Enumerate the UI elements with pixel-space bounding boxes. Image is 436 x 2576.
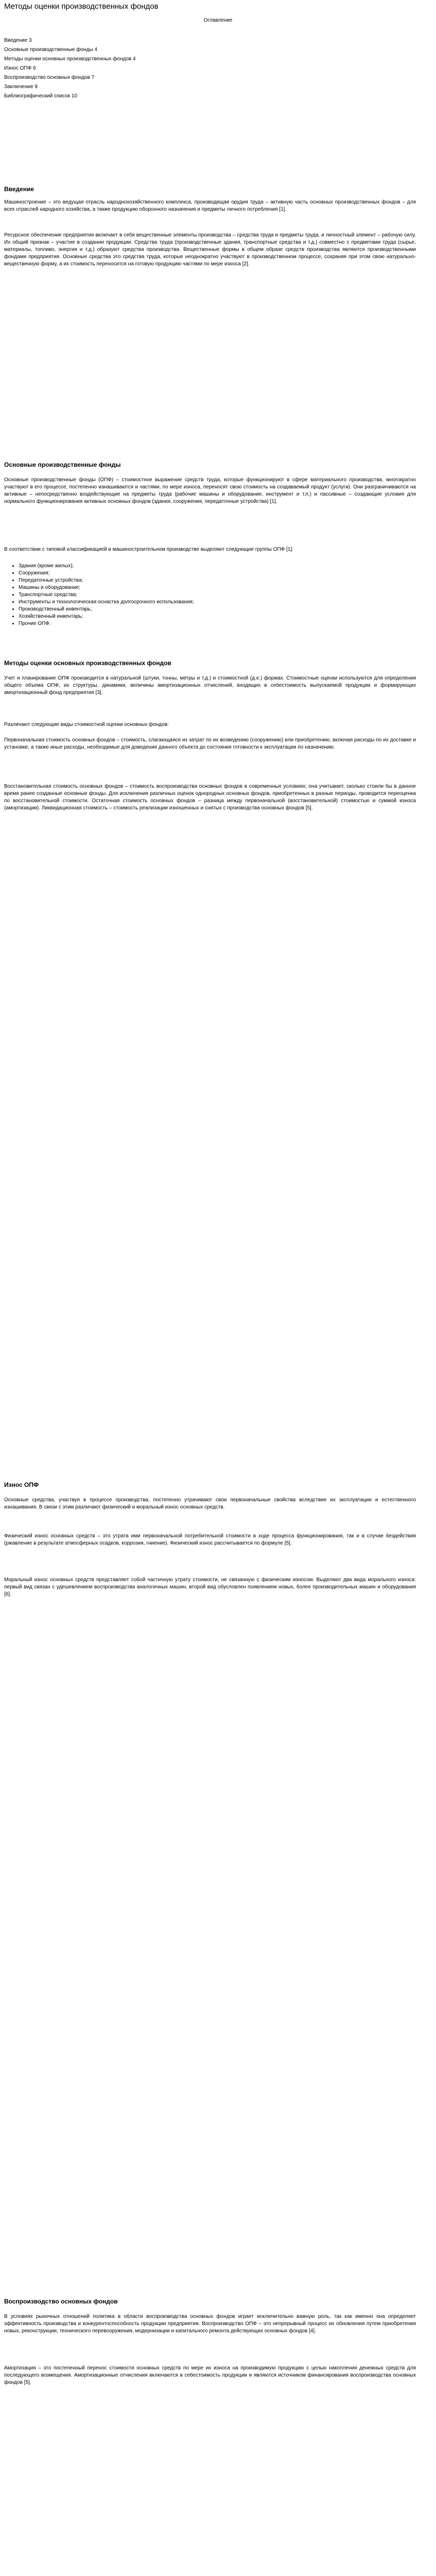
toc-heading: Оглавление [203,18,233,23]
paragraph: Различают следующие виды стоимостной оценки основных фондов: [4,722,169,727]
paragraph: Первоначальная стоимость основных фондов – стоимость, слагающаяся из затрат по их возведению (сооружению) или приобретению, включая расходы по их доставке и установке, а также иные расходы, необходимые для доведения данного объекта до состояния готовности к эксплуатации по назначению. [4,737,416,750]
list-item: • Здания (кроме жилых); [19,563,194,570]
heading-intro: Введение [4,185,34,193]
list-item: • Инструменты и технологическая оснастка долгосрочного использования; [19,599,194,606]
toc-item[interactable]: Износ ОПФ 6 [4,65,36,71]
toc-item[interactable]: Воспроизводство основных фондов 7 [4,75,95,80]
paragraph: Моральный износ основных средств представляет собой частичную утрату стоимости, не связанную с физическим износом. Выделяют два вида морального износа: первый вид связан с удешевлением воспроизводства аналогичных машин, второй вид обусловлен появлением новых, более производительных машин и оборудования [6]. [4,1577,416,1597]
heading-methods: Методы оценки основных производственных фондов [4,659,171,667]
list-item: • Транспортные средства; [19,591,194,599]
paragraph: Основные производственные фонды (ОПФ) – стоимостное выражение средств труда, которые функционируют в сфере материального производства, многократно участвуют в его процессе, постепенно изнашиваются и частями, по мере износа, переносят свою стоимость на создаваемый продукт (услуги). Они разграничиваются на активные – непосредственно воздействующие на предметы труда (рабочие машины и оборудование, инструмент и т.п.) и пассивные – создающие условия для нормального функционирования активных основных фондов (здания, сооружения, передаточные устройства) [1]. [4,477,416,504]
heading-reproduction: Воспроизводство основных фондов [4,2298,118,2305]
toc-item[interactable]: Введение 3 [4,38,32,43]
list-item: • Производственный инвентарь; [19,606,194,613]
paragraph: Основные средства, участвуя в процессе производства, постепенно утрачивают свои первоначальные свойства вследствие их эксплуатации и естественного изнашивания. В связи с этим различают физический и моральный износ основных средств. [4,1497,416,1510]
heading-opf: Основные производственные фонды [4,461,121,468]
list-item: • Машины и оборудование; [19,584,194,591]
page-title: Методы оценки производственных фондов [4,2,159,11]
paragraph: Машиностроение – это ведущая отрасль народнохозяйственного комплекса, производящая орудия труда – активную часть основных производственных фондов – для всех отраслей народного хозяйства, а также продукцию оборонного назначения и предметы личного потребления [1]. [4,199,416,212]
list-item: • Передаточные устройства; [19,577,194,584]
paragraph: В соответствии с типовой классификацией в машиностроительном производстве выделяют следующие группы ОПФ [1]: [4,547,293,552]
list-item: • Прочие ОПФ. [19,620,194,628]
paragraph: Физический износ основных средств – это утрата ими первоначальной потребительной стоимости в ходе процесса функционирования, так и в случае бездействия (ржавление в результате атмосферных осадков, коррозии, гниение). Физический износ рассчитывается по формуле [5]. [4,1533,416,1546]
paragraph: Амортизация – это постепенный перенос стоимости основных средств по мере их износа на производимую продукцию с целью накопления денежных средств для последующего возмещения. Амортизационные отчисления включаются в себестоимость продукции и являются источником финансирования воспроизводства основных фондов [5]. [4,2365,416,2385]
paragraph: В условиях рыночных отношений политика в области воспроизводства основных фондов играет исключительно важную роль, так как именно она определяет эффективность производства и конкурентоспособность продукции предприятия. Воспроизводство ОПФ – это непрерывный процесс их обновления путем приобретения новых, реконструкции, технического перевооружения, модернизации и капитального ремонта действующих основных фондов [4]. [4,2314,416,2334]
paragraph: Восстановительная стоимость основных фондов – стоимость воспроизводства основных фондов в современных условиях; она учитывает, сколько стоили бы в данное время ранее созданные основные фонды. Для исключения различных оценок однородных основных фондов, приобретенных в разные периоды, проводится переоценка по восстановительной стоимости. Остаточная стоимость основных фондов – разница между первоначальной (восстановительной) стоимостью и суммой износа (амортизации). Ликвидационная стоимость – стоимость реализации изношенных и снятых с производства основных фондов [5]. [4,784,416,811]
table-of-contents [4,36,136,101]
toc-item[interactable]: Методы оценки основных производственных фондов 4 [4,56,136,62]
toc-item[interactable]: Заключение 9 [4,84,38,90]
list-item: • Хозяйственный инвентарь; [19,613,194,620]
classification-list [11,563,194,628]
toc-item[interactable]: Основные производственные фонды 4 [4,47,97,53]
toc-item[interactable]: Библиографический список 10 [4,93,78,99]
list-item: • Сооружения; [19,570,194,577]
paragraph: Ресурсное обеспечение предприятия включает в себя вещественные элементы производства – средства труда и предметы труда, и личностный элемент – рабочую силу. Их общий признак – участие в создании продукции. Средства труда (производственные здания, транспортные средства и т.д.) совместно с предметами труда (сырье, материалы, топливо, энергия и т.д.) образуют средства производства. Вещественные формы в общем образе средств производства являются производственными фондами предприятия. Основные средства это средства труда, которые неоднократно участвуют в производственном процессе, сохраняя при этом свою натурально-вещественную форму, а их стоимость переносится на готовую продукцию частями по мере износа [2]. [4,232,416,267]
heading-wear: Износ ОПФ [4,1481,39,1488]
paragraph: Учет и планирование ОПФ производится в натуральной (штуки, тонны, метры и т.д.) и стоимостной (д.е.) формах. Стоимостные оценки используются для определения общего объема ОПФ, их структуры, динамики, величины амортизационных отчислений, входящих в себестоимость выпускаемой продукции и формирующих амортизационный фонд предприятия [3]. [4,675,416,696]
